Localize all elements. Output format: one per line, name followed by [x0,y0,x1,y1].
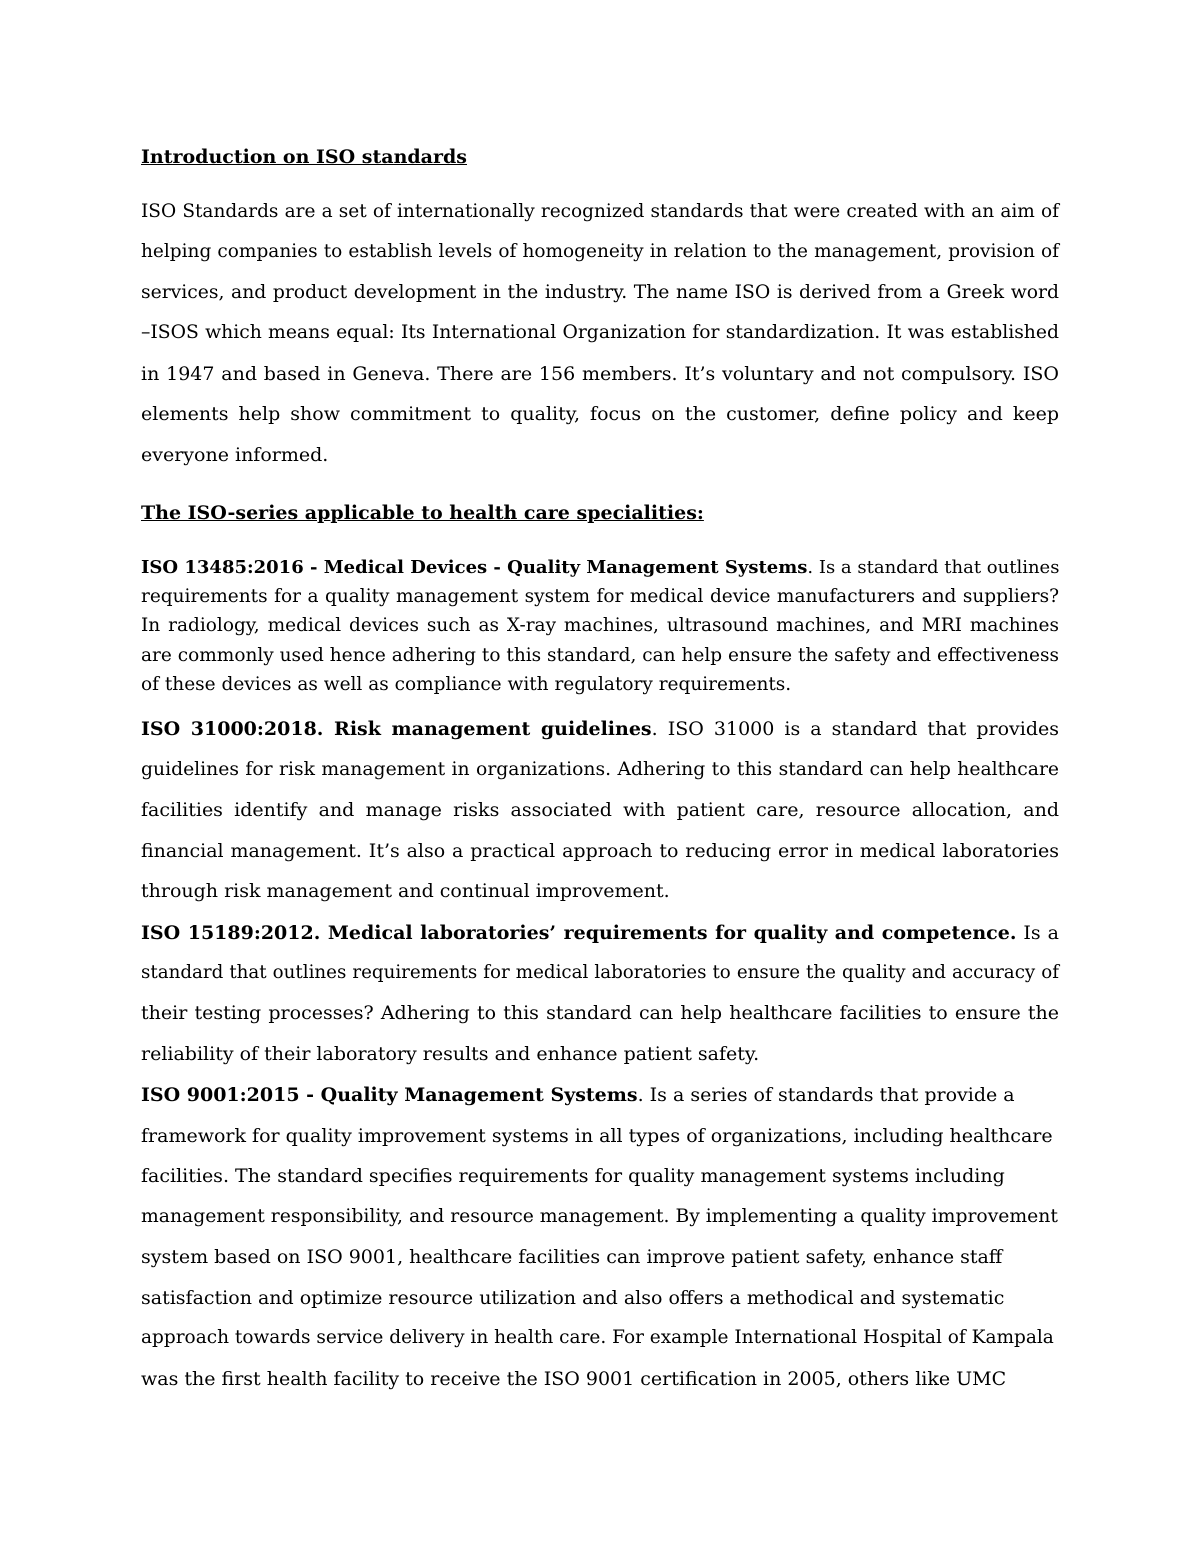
iso13485-first-line [141,556,1059,580]
intro-line: –ISOS which means equal: Its International Organization for standardization. It was established [141,322,1059,343]
iso31000-first-line [141,717,1059,741]
heading-introduction: Introduction on ISO standards [141,146,467,168]
iso13485-line: In radiology, medical devices such as X-ray machines, ultrasound machines, and MRI machines [141,615,1059,636]
iso15189-line: their testing processes? Adhering to this standard can help healthcare facilities to ensure the [141,1002,1059,1024]
iso15189-line: standard that outlines requirements for medical laboratories to ensure the quality and accuracy of [141,962,1059,983]
iso9001-first-rest: . Is a series of standards that provide a [637,1084,1015,1106]
iso15189-first-rest: Is a [1016,922,1059,944]
iso15189-line: reliability of their laboratory results and enhance patient safety. [141,1043,760,1065]
iso31000-line: financial management. It’s also a practical approach to reducing error in medical laboratories [141,840,1059,862]
iso31000-line: through risk management and continual improvement. [141,880,670,902]
iso15189-first-line [141,921,1059,945]
iso9001-line: framework for quality improvement systems in all types of organizations, including healthcare [141,1125,1053,1147]
intro-line: ISO Standards are a set of internationally recognized standards that were created with an aim of [141,201,1059,222]
iso9001-title: ISO 9001:2015 - Quality Management Systems [141,1084,638,1106]
intro-line: helping companies to establish levels of homogeneity in relation to the management, provision of [141,241,1059,262]
iso31000-title: ISO 31000:2018. Risk management guidelines [141,718,652,740]
iso31000-line: guidelines for risk management in organizations. Adhering to this standard can help healthcare [141,759,1059,780]
iso9001-first-line [141,1083,1059,1107]
iso31000-line: facilities identify and manage risks associated with patient care, resource allocation, and [141,799,1059,821]
iso13485-line: requirements for a quality management system for medical device manufacturers and suppliers? [141,586,1059,607]
iso31000-first-rest: . ISO 31000 is a standard that provides [651,718,1059,740]
intro-line: services, and product development in the industry. The name ISO is derived from a Greek word [141,282,1059,303]
iso9001-line: management responsibility, and resource management. By implementing a quality improvement [141,1206,1058,1227]
iso9001-line: facilities. The standard specifies requirements for quality management systems including [141,1165,1005,1187]
iso9001-line: system based on ISO 9001, healthcare facilities can improve patient safety, enhance staff [141,1246,1003,1268]
heading-iso-series: The ISO-series applicable to health care specialities: [141,502,704,524]
iso13485-first-rest: . Is a standard that outlines [807,557,1060,578]
intro-line: everyone informed. [141,444,329,466]
iso15189-title: ISO 15189:2012. Medical laboratories’ requirements for quality and competence. [141,922,1017,944]
iso13485-line: are commonly used hence adhering to this standard, can help ensure the safety and effectiveness [141,645,1059,666]
iso9001-line: approach towards service delivery in health care. For example International Hospital of Kampala [141,1327,1054,1348]
intro-line: elements help show commitment to quality, focus on the customer, define policy and keep [141,403,1059,425]
iso13485-title: ISO 13485:2016 - Medical Devices - Quality Management Systems [141,557,808,578]
iso9001-line: satisfaction and optimize resource utilization and also offers a methodical and systematic [141,1287,1005,1309]
intro-line: in 1947 and based in Geneva. There are 156 members. It’s voluntary and not compulsory. ISO [141,363,1059,385]
iso13485-line: of these devices as well as compliance with regulatory requirements. [141,674,792,695]
iso9001-line: was the first health facility to receive the ISO 9001 certification in 2005, others like UMC [141,1368,1007,1390]
